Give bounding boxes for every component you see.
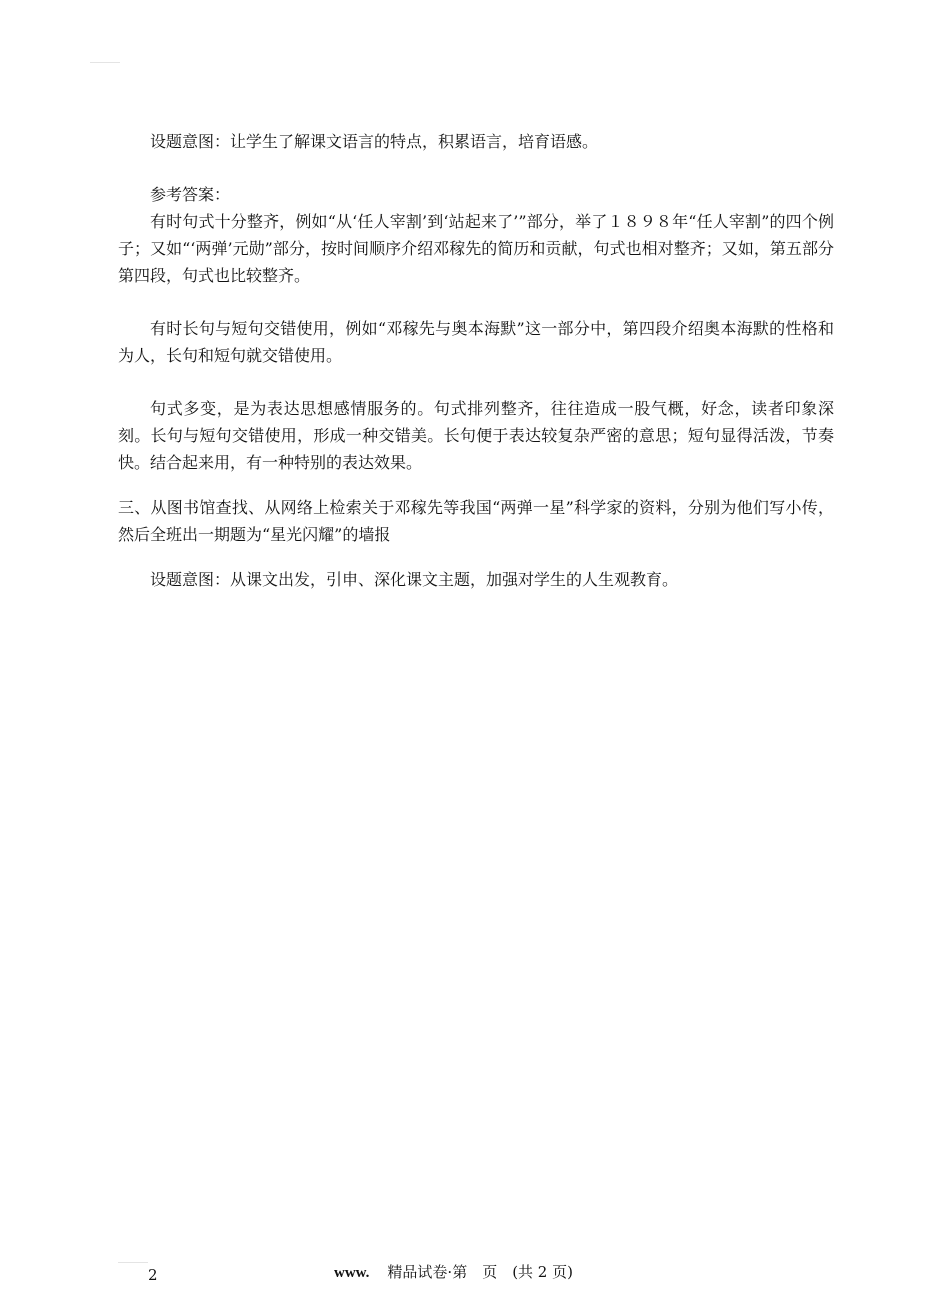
design-intent-paragraph-1: 设题意图：让学生了解课文语言的特点，积累语言，培育语感。 bbox=[150, 132, 599, 151]
reference-answer-heading: 参考答案： bbox=[150, 185, 231, 204]
footer-website: www. bbox=[334, 1265, 370, 1281]
crop-mark-top bbox=[90, 62, 120, 63]
answer-paragraph-1: 有时句式十分整齐，例如“从‘任人宰割’到‘站起来了’”部分，举了１８９８年“任人宰割”的四个例子；又如“‘两弹’元勋”部分，按时间顺序介绍邓稼先的简历和贡献，句式也相对整齐；又如，第五部分第四段，句式也比较整齐。 bbox=[118, 212, 834, 285]
footer-page-number: 2 bbox=[148, 1266, 158, 1284]
design-intent-paragraph-2: 设题意图：从课文出发，引申、深化课文主题，加强对学生的人生观教育。 bbox=[150, 570, 679, 589]
footer-center bbox=[334, 1262, 573, 1283]
footer-page-info: 精品试卷·第 页 (共 2 页) bbox=[387, 1263, 573, 1281]
question-3: 三、从图书馆查找、从网络上检索关于邓稼先等我国“两弹一星”科学家的资料，分别为他们写小传，然后全班出一期题为“星光闪耀”的墙报 bbox=[118, 498, 834, 544]
crop-mark-bottom bbox=[118, 1262, 148, 1263]
document-body bbox=[118, 128, 834, 593]
answer-paragraph-3: 句式多变，是为表达思想感情服务的。句式排列整齐，往往造成一股气概，好念，读者印象深刻。长句与短句交错使用，形成一种交错美。长句便于表达较复杂严密的意思；短句显得活泼，节奏快。结合起来用，有一种特别的表达效果。 bbox=[118, 399, 834, 472]
answer-paragraph-2: 有时长句与短句交错使用，例如“邓稼先与奥本海默”这一部分中，第四段介绍奥本海默的性格和为人，长句和短句就交错使用。 bbox=[118, 319, 834, 365]
